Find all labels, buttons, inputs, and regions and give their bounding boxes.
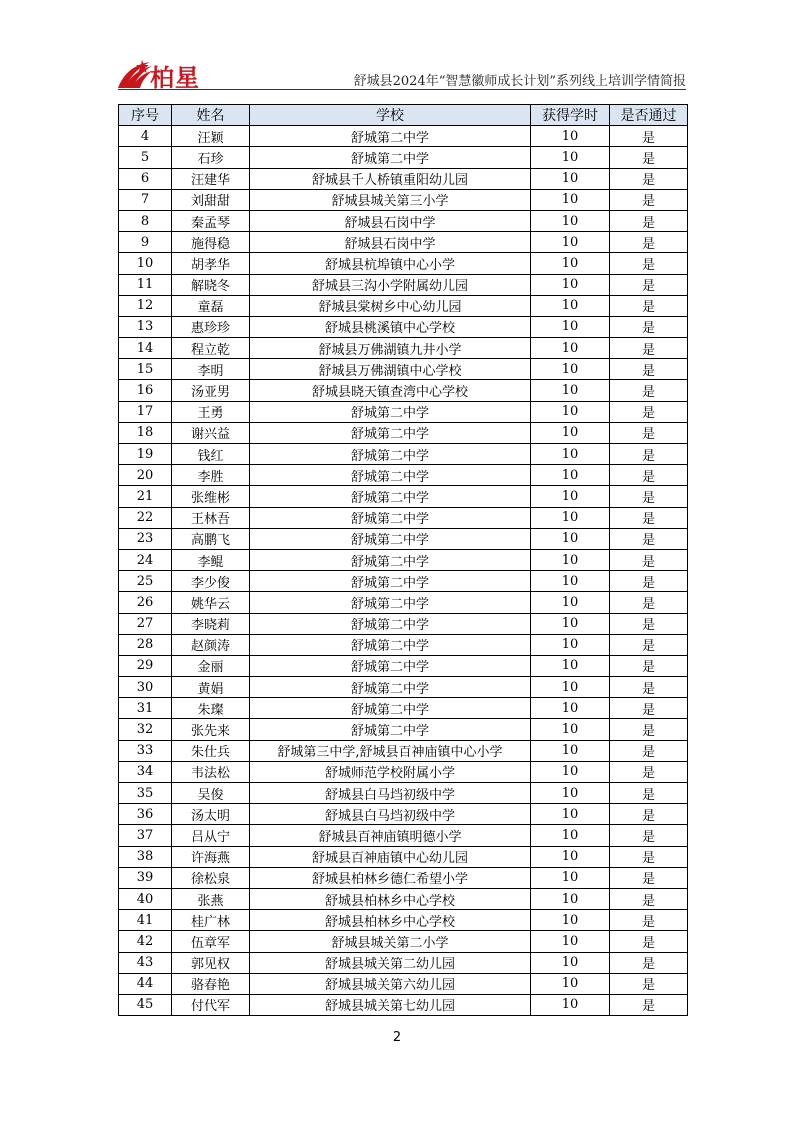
table-row — [119, 444, 688, 465]
cell-name: 童磊 — [172, 295, 250, 316]
cell-index: 42 — [119, 931, 172, 952]
cell-hours: 10 — [531, 698, 610, 719]
cell-name: 张燕 — [172, 888, 250, 909]
logo-text: 柏星 — [150, 63, 200, 92]
cell-index: 41 — [119, 910, 172, 931]
cell-passed: 是 — [610, 465, 688, 486]
cell-school: 舒城第二中学 — [250, 634, 531, 655]
cell-name: 李晓莉 — [172, 613, 250, 634]
cell-name: 桂广林 — [172, 910, 250, 931]
cell-passed: 是 — [610, 592, 688, 613]
cell-school: 舒城县柏林乡中心学校 — [250, 888, 531, 909]
cell-passed: 是 — [610, 994, 688, 1015]
cell-passed: 是 — [610, 274, 688, 295]
table-row — [119, 549, 688, 570]
table-row — [119, 719, 688, 740]
cell-hours: 10 — [531, 867, 610, 888]
cell-school: 舒城第二中学 — [250, 698, 531, 719]
cell-passed: 是 — [610, 804, 688, 825]
table-row — [119, 210, 688, 231]
cell-hours: 10 — [531, 401, 610, 422]
cell-name: 李胜 — [172, 465, 250, 486]
cell-name: 汤亚男 — [172, 380, 250, 401]
cell-hours: 10 — [531, 274, 610, 295]
cell-passed: 是 — [610, 931, 688, 952]
cell-passed: 是 — [610, 126, 688, 147]
cell-passed: 是 — [610, 444, 688, 465]
cell-name: 程立乾 — [172, 338, 250, 359]
cell-index: 26 — [119, 592, 172, 613]
cell-hours: 10 — [531, 295, 610, 316]
cell-index: 13 — [119, 316, 172, 337]
cell-school: 舒城第二中学 — [250, 549, 531, 570]
cell-passed: 是 — [610, 952, 688, 973]
cell-passed: 是 — [610, 359, 688, 380]
table-row — [119, 931, 688, 952]
table-row — [119, 465, 688, 486]
cell-name: 惠珍珍 — [172, 316, 250, 337]
cell-passed: 是 — [610, 783, 688, 804]
table-row — [119, 401, 688, 422]
cell-name: 张维彬 — [172, 486, 250, 507]
cell-name: 高鹏飞 — [172, 528, 250, 549]
cell-school: 舒城师范学校附属小学 — [250, 761, 531, 782]
cell-school: 舒城县城关第二幼儿园 — [250, 952, 531, 973]
cell-passed: 是 — [610, 168, 688, 189]
cell-name: 刘甜甜 — [172, 189, 250, 210]
cell-name: 吕从宁 — [172, 825, 250, 846]
cell-index: 35 — [119, 783, 172, 804]
cell-index: 22 — [119, 507, 172, 528]
cell-index: 34 — [119, 761, 172, 782]
cell-index: 24 — [119, 549, 172, 570]
cell-school: 舒城第二中学 — [250, 147, 531, 168]
cell-index: 7 — [119, 189, 172, 210]
cell-school: 舒城县杭埠镇中心小学 — [250, 253, 531, 274]
cell-index: 9 — [119, 232, 172, 253]
cell-passed: 是 — [610, 698, 688, 719]
cell-index: 10 — [119, 253, 172, 274]
cell-index: 21 — [119, 486, 172, 507]
cell-hours: 10 — [531, 783, 610, 804]
cell-passed: 是 — [610, 549, 688, 570]
cell-passed: 是 — [610, 528, 688, 549]
table-row — [119, 168, 688, 189]
cell-hours: 10 — [531, 613, 610, 634]
cell-index: 16 — [119, 380, 172, 401]
cell-passed: 是 — [610, 316, 688, 337]
table-row — [119, 232, 688, 253]
column-header-school: 学校 — [250, 105, 531, 126]
table-row — [119, 507, 688, 528]
cell-hours: 10 — [531, 253, 610, 274]
cell-school: 舒城县城关第七幼儿园 — [250, 994, 531, 1015]
cell-passed: 是 — [610, 761, 688, 782]
cell-school: 舒城第二中学 — [250, 507, 531, 528]
cell-school: 舒城第二中学 — [250, 677, 531, 698]
cell-school: 舒城第三中学,舒城县百神庙镇中心小学 — [250, 740, 531, 761]
cell-passed: 是 — [610, 295, 688, 316]
cell-hours: 10 — [531, 189, 610, 210]
cell-hours: 10 — [531, 634, 610, 655]
table-row — [119, 910, 688, 931]
table-row — [119, 740, 688, 761]
table-row — [119, 867, 688, 888]
table-row — [119, 677, 688, 698]
cell-school: 舒城第二中学 — [250, 613, 531, 634]
cell-passed: 是 — [610, 253, 688, 274]
cell-hours: 10 — [531, 740, 610, 761]
cell-passed: 是 — [610, 380, 688, 401]
cell-name: 吴俊 — [172, 783, 250, 804]
table-row — [119, 189, 688, 210]
cell-school: 舒城县石岗中学 — [250, 232, 531, 253]
table-row — [119, 253, 688, 274]
cell-hours: 10 — [531, 444, 610, 465]
cell-hours: 10 — [531, 592, 610, 613]
cell-hours: 10 — [531, 910, 610, 931]
cell-school: 舒城第二中学 — [250, 571, 531, 592]
cell-hours: 10 — [531, 338, 610, 359]
column-header-name: 姓名 — [172, 105, 250, 126]
cell-school: 舒城第二中学 — [250, 422, 531, 443]
cell-passed: 是 — [610, 401, 688, 422]
cell-name: 朱仕兵 — [172, 740, 250, 761]
cell-index: 30 — [119, 677, 172, 698]
cell-index: 27 — [119, 613, 172, 634]
cell-school: 舒城县百神庙镇明德小学 — [250, 825, 531, 846]
training-results-table — [118, 104, 688, 1016]
cell-school: 舒城县晓天镇查湾中心学校 — [250, 380, 531, 401]
cell-hours: 10 — [531, 825, 610, 846]
cell-name: 汪建华 — [172, 168, 250, 189]
cell-index: 11 — [119, 274, 172, 295]
table-row — [119, 592, 688, 613]
cell-name: 姚华云 — [172, 592, 250, 613]
cell-index: 36 — [119, 804, 172, 825]
cell-index: 14 — [119, 338, 172, 359]
cell-hours: 10 — [531, 528, 610, 549]
cell-school: 舒城第二中学 — [250, 444, 531, 465]
table-row — [119, 825, 688, 846]
table-row — [119, 316, 688, 337]
cell-hours: 10 — [531, 316, 610, 337]
cell-passed: 是 — [610, 867, 688, 888]
cell-index: 33 — [119, 740, 172, 761]
cell-hours: 10 — [531, 719, 610, 740]
cell-index: 38 — [119, 846, 172, 867]
cell-passed: 是 — [610, 825, 688, 846]
cell-passed: 是 — [610, 422, 688, 443]
cell-name: 付代军 — [172, 994, 250, 1015]
table-header-row — [119, 105, 688, 126]
cell-index: 19 — [119, 444, 172, 465]
cell-name: 伍章军 — [172, 931, 250, 952]
cell-school: 舒城县万佛湖镇中心学校 — [250, 359, 531, 380]
cell-hours: 10 — [531, 677, 610, 698]
cell-name: 汤太明 — [172, 804, 250, 825]
cell-hours: 10 — [531, 952, 610, 973]
cell-name: 钱红 — [172, 444, 250, 465]
cell-school: 舒城县白马垱初级中学 — [250, 804, 531, 825]
table-row — [119, 528, 688, 549]
cell-school: 舒城第二中学 — [250, 126, 531, 147]
cell-index: 29 — [119, 655, 172, 676]
table-row — [119, 295, 688, 316]
table-row — [119, 274, 688, 295]
column-header-passed: 是否通过 — [610, 105, 688, 126]
cell-index: 31 — [119, 698, 172, 719]
column-header-index: 序号 — [119, 105, 172, 126]
cell-name: 胡孝华 — [172, 253, 250, 274]
table-row — [119, 698, 688, 719]
cell-index: 43 — [119, 952, 172, 973]
cell-hours: 10 — [531, 232, 610, 253]
table-row — [119, 761, 688, 782]
cell-school: 舒城第二中学 — [250, 528, 531, 549]
cell-school: 舒城第二中学 — [250, 655, 531, 676]
cell-school: 舒城县三沟小学附属幼儿园 — [250, 274, 531, 295]
cell-hours: 10 — [531, 507, 610, 528]
cell-school: 舒城县百神庙镇中心幼儿园 — [250, 846, 531, 867]
cell-index: 6 — [119, 168, 172, 189]
cell-name: 郭见权 — [172, 952, 250, 973]
cell-hours: 10 — [531, 888, 610, 909]
table-row — [119, 147, 688, 168]
cell-hours: 10 — [531, 422, 610, 443]
page-header-title: 舒城县2024年“智慧徽师成长计划”系列线上培训学情简报 — [353, 74, 686, 89]
cell-index: 37 — [119, 825, 172, 846]
cell-name: 李鲲 — [172, 549, 250, 570]
table-row — [119, 380, 688, 401]
cell-school: 舒城县千人桥镇重阳幼儿园 — [250, 168, 531, 189]
cell-index: 40 — [119, 888, 172, 909]
table-row — [119, 338, 688, 359]
cell-school: 舒城县城关第三小学 — [250, 189, 531, 210]
header-divider — [118, 89, 686, 90]
table-row — [119, 783, 688, 804]
cell-passed: 是 — [610, 973, 688, 994]
cell-name: 王林吾 — [172, 507, 250, 528]
cell-passed: 是 — [610, 486, 688, 507]
cell-school: 舒城县城关第二小学 — [250, 931, 531, 952]
cell-hours: 10 — [531, 126, 610, 147]
cell-hours: 10 — [531, 380, 610, 401]
cell-index: 32 — [119, 719, 172, 740]
cell-hours: 10 — [531, 210, 610, 231]
cell-name: 骆春艳 — [172, 973, 250, 994]
cell-name: 秦孟琴 — [172, 210, 250, 231]
cell-hours: 10 — [531, 994, 610, 1015]
cell-name: 解晓冬 — [172, 274, 250, 295]
cell-school: 舒城第二中学 — [250, 486, 531, 507]
cell-passed: 是 — [610, 910, 688, 931]
cell-passed: 是 — [610, 719, 688, 740]
cell-hours: 10 — [531, 571, 610, 592]
cell-index: 20 — [119, 465, 172, 486]
cell-passed: 是 — [610, 846, 688, 867]
cell-index: 8 — [119, 210, 172, 231]
cell-index: 45 — [119, 994, 172, 1015]
column-header-hours: 获得学时 — [531, 105, 610, 126]
cell-name: 韦法松 — [172, 761, 250, 782]
cell-school: 舒城第二中学 — [250, 719, 531, 740]
cell-hours: 10 — [531, 655, 610, 676]
cell-passed: 是 — [610, 189, 688, 210]
cell-index: 4 — [119, 126, 172, 147]
table-row — [119, 973, 688, 994]
cell-passed: 是 — [610, 232, 688, 253]
cell-name: 朱璨 — [172, 698, 250, 719]
cell-name: 汪颖 — [172, 126, 250, 147]
table-row — [119, 422, 688, 443]
cell-school: 舒城县棠树乡中心幼儿园 — [250, 295, 531, 316]
cell-school: 舒城县桃溪镇中心学校 — [250, 316, 531, 337]
cell-hours: 10 — [531, 804, 610, 825]
cell-hours: 10 — [531, 549, 610, 570]
cell-school: 舒城第二中学 — [250, 465, 531, 486]
table-row — [119, 994, 688, 1015]
cell-passed: 是 — [610, 338, 688, 359]
cell-index: 28 — [119, 634, 172, 655]
table-row — [119, 571, 688, 592]
cell-hours: 10 — [531, 168, 610, 189]
cell-passed: 是 — [610, 147, 688, 168]
cell-name: 李少俊 — [172, 571, 250, 592]
cell-index: 18 — [119, 422, 172, 443]
cell-passed: 是 — [610, 740, 688, 761]
table-row — [119, 952, 688, 973]
table-row — [119, 359, 688, 380]
cell-name: 施得稳 — [172, 232, 250, 253]
cell-name: 石珍 — [172, 147, 250, 168]
table-row — [119, 126, 688, 147]
cell-hours: 10 — [531, 846, 610, 867]
cell-school: 舒城县柏林乡中心学校 — [250, 910, 531, 931]
cell-name: 金丽 — [172, 655, 250, 676]
cell-hours: 10 — [531, 486, 610, 507]
cell-index: 17 — [119, 401, 172, 422]
table-row — [119, 655, 688, 676]
table-row — [119, 804, 688, 825]
cell-name: 张先来 — [172, 719, 250, 740]
cell-school: 舒城第二中学 — [250, 401, 531, 422]
cell-passed: 是 — [610, 888, 688, 909]
cell-index: 12 — [119, 295, 172, 316]
cell-index: 15 — [119, 359, 172, 380]
cell-index: 39 — [119, 867, 172, 888]
cell-hours: 10 — [531, 761, 610, 782]
cell-index: 5 — [119, 147, 172, 168]
cell-name: 赵颜涛 — [172, 634, 250, 655]
cell-name: 许海燕 — [172, 846, 250, 867]
cell-hours: 10 — [531, 931, 610, 952]
table-row — [119, 846, 688, 867]
cell-index: 44 — [119, 973, 172, 994]
table-body — [119, 126, 688, 1016]
cell-school: 舒城第二中学 — [250, 592, 531, 613]
cell-passed: 是 — [610, 210, 688, 231]
table-row — [119, 613, 688, 634]
cell-name: 李明 — [172, 359, 250, 380]
cell-hours: 10 — [531, 973, 610, 994]
cell-school: 舒城县城关第六幼儿园 — [250, 973, 531, 994]
cell-hours: 10 — [531, 465, 610, 486]
cell-name: 王勇 — [172, 401, 250, 422]
cell-school: 舒城县白马垱初级中学 — [250, 783, 531, 804]
cell-index: 25 — [119, 571, 172, 592]
table-row — [119, 888, 688, 909]
cell-school: 舒城县石岗中学 — [250, 210, 531, 231]
cell-name: 徐松泉 — [172, 867, 250, 888]
cell-name: 谢兴益 — [172, 422, 250, 443]
cell-hours: 10 — [531, 147, 610, 168]
cell-index: 23 — [119, 528, 172, 549]
cell-passed: 是 — [610, 634, 688, 655]
cell-passed: 是 — [610, 507, 688, 528]
cell-passed: 是 — [610, 655, 688, 676]
table-row — [119, 634, 688, 655]
cell-name: 黄娟 — [172, 677, 250, 698]
cell-school: 舒城县万佛湖镇九井小学 — [250, 338, 531, 359]
cell-passed: 是 — [610, 613, 688, 634]
cell-hours: 10 — [531, 359, 610, 380]
page-number: 2 — [392, 1030, 402, 1045]
cell-passed: 是 — [610, 677, 688, 698]
cell-passed: 是 — [610, 571, 688, 592]
table-row — [119, 486, 688, 507]
cell-school: 舒城县柏林乡德仁希望小学 — [250, 867, 531, 888]
